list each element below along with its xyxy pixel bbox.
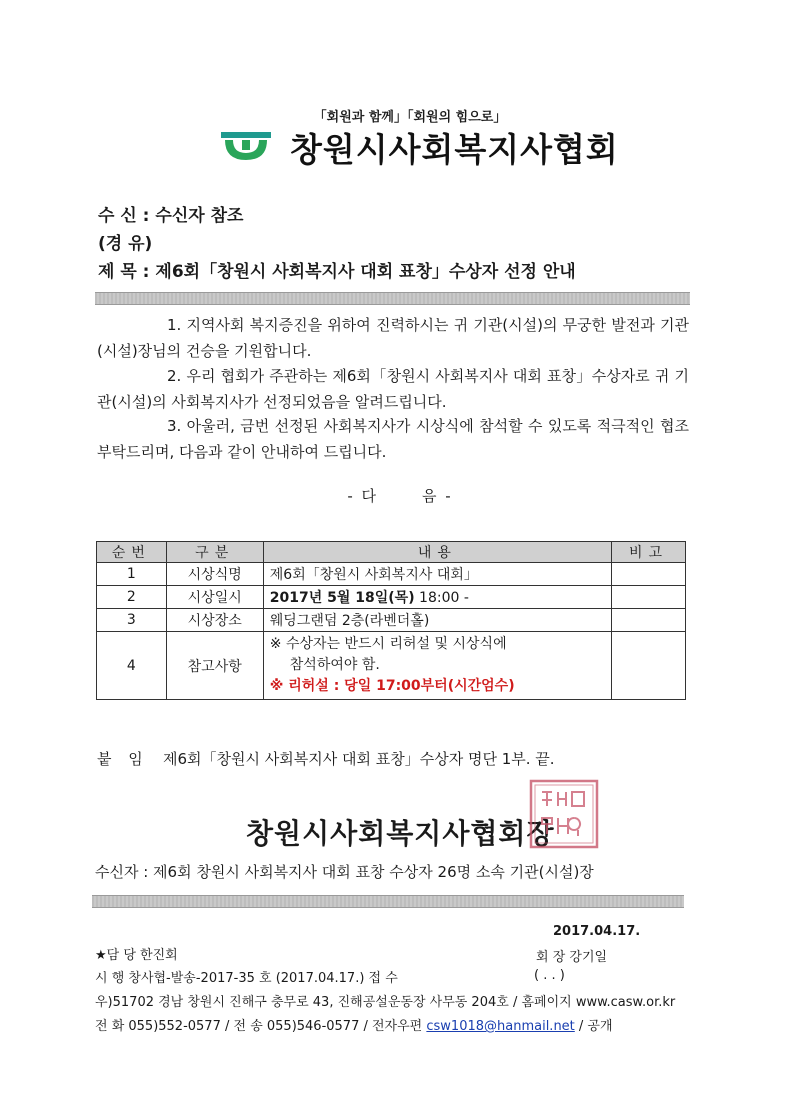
header-category: 구분 <box>166 542 263 563</box>
rehearsal-note: ※ 리허설 : 당일 17:00부터(시간엄수) <box>269 678 515 694</box>
header-remark: 비고 <box>612 542 686 563</box>
table-row <box>97 632 686 700</box>
receipt-paren: ( . . ) <box>534 968 565 983</box>
recipient-line: 수 신 : 수신자 참조 <box>98 206 244 226</box>
divider-top <box>95 292 690 305</box>
row-remark <box>612 609 686 632</box>
note-line: ※ 수상자는 반드시 리허설 및 시상식에 <box>269 636 507 652</box>
row-no: 4 <box>97 632 167 700</box>
note-line: 참석하여야 함. <box>289 657 380 673</box>
row-category: 참고사항 <box>166 632 263 700</box>
attachment-line: 붙 임 제6회「창원시 사회복지사 대회 표창」수상자 명단 1부. 끝. <box>97 750 555 768</box>
email-link[interactable]: csw1018@hanmail.net <box>426 1019 575 1034</box>
via-line: (경 유) <box>98 234 153 254</box>
org-title: 창원시사회복지사협회 <box>290 130 619 169</box>
header-no: 순번 <box>97 542 167 563</box>
org-logo-icon <box>221 128 271 162</box>
staff-line: ★담 당 한진회 <box>95 948 178 963</box>
row-remark <box>612 586 686 609</box>
table-row <box>97 586 686 609</box>
row-no: 2 <box>97 586 167 609</box>
row-remark <box>612 632 686 700</box>
row-content: 2017년 5월 18일(목) 18:00 - <box>263 586 611 609</box>
table-header-row <box>97 542 686 563</box>
daum-heading: - 다 음 - <box>347 487 453 505</box>
row-content <box>263 632 611 700</box>
signer-title: 창원시사회복지사협회장 <box>246 817 555 850</box>
recipients-full: 수신자 : 제6회 창원시 사회복지사 대회 표창 수상자 26명 소속 기관(시설)장 <box>95 863 594 881</box>
row-category: 시상일시 <box>166 586 263 609</box>
subject-line: 제 목 : 제6회「창원시 사회복지사 대회 표창」수상자 선정 안내 <box>98 262 576 282</box>
info-table <box>96 541 686 700</box>
row-remark <box>612 563 686 586</box>
row-no: 3 <box>97 609 167 632</box>
row-content: 웨딩그랜덤 2층(라벤더홀) <box>263 609 611 632</box>
enforce-line: 시 행 창사협-발송-2017-35 호 (2017.04.17.) 접 수 <box>95 971 398 986</box>
row-no: 1 <box>97 563 167 586</box>
paragraph-2: 2. 우리 협회가 주관하는 제6회「창원시 사회복지사 대회 표창」수상자로 귀 기관(시설)의 사회복지사가 선정되었음을 알려드립니다. <box>97 367 689 411</box>
row-category: 시상장소 <box>166 609 263 632</box>
row-content: 제6회「창원시 사회복지사 대회」 <box>263 563 611 586</box>
paragraph-1: 1. 지역사회 복지증진을 위하여 진력하시는 귀 기관(시설)의 무궁한 발전과 기관(시설)장님의 건승을 기원합니다. <box>97 316 689 360</box>
row-category: 시상식명 <box>166 563 263 586</box>
paragraph-3: 3. 아울러, 금번 선정된 사회복지사가 시상식에 참석할 수 있도록 적극적인 협조 부탁드리며, 다음과 같이 안내하여 드립니다. <box>97 417 689 461</box>
divider-bottom <box>92 895 684 908</box>
official-seal-icon <box>528 778 600 850</box>
contact-line: 전 화 055)552-0577 / 전 송 055)546-0577 / 전자우편 csw1018@hanmail.net / 공개 <box>95 1019 613 1034</box>
address-line: 우)51702 경남 창원시 진해구 충무로 43, 진해공설운동장 사무동 204호 / 홈페이지 www.casw.or.kr <box>95 995 676 1010</box>
chief-name: 회 장 강기일 <box>536 950 608 965</box>
issue-date: 2017.04.17. <box>553 924 641 939</box>
header-content: 내용 <box>263 542 611 563</box>
slogan: 「회원과 함께」「회원의 힘으로」 <box>313 110 507 125</box>
table-row <box>97 609 686 632</box>
table-row <box>97 563 686 586</box>
